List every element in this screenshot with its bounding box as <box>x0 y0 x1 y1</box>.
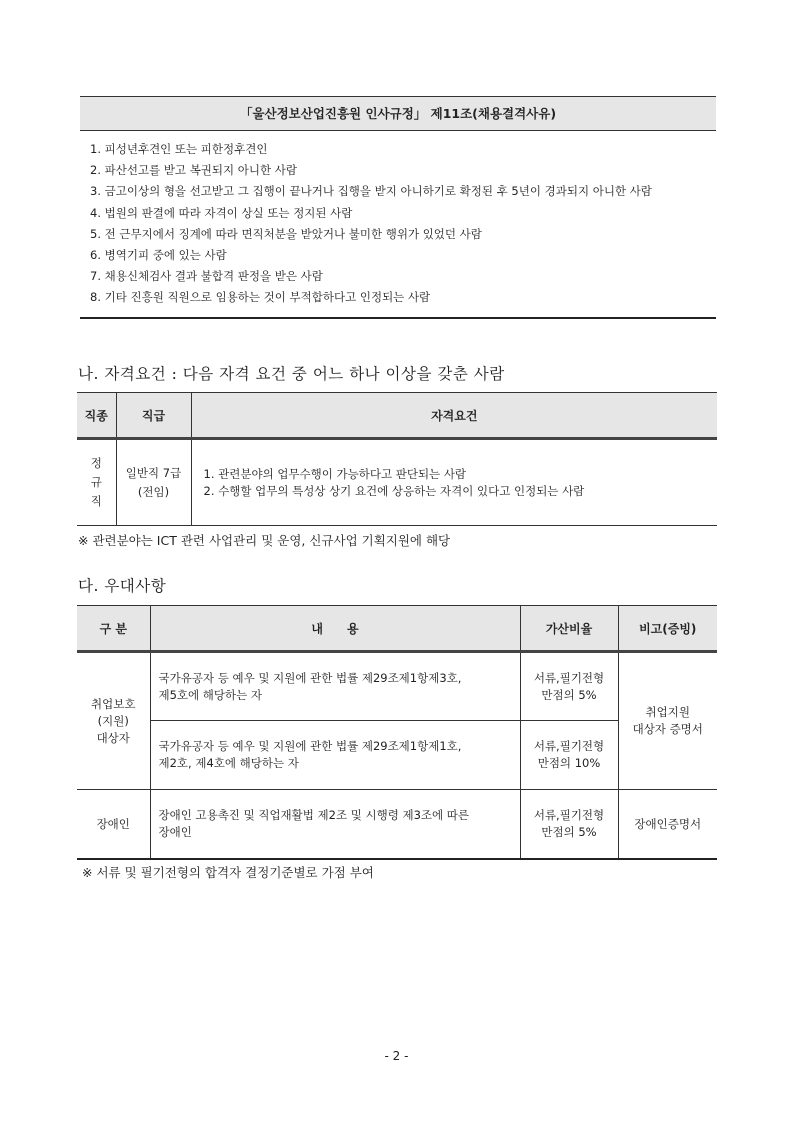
qualification-note: ※ 관련분야는 ICT 관련 사업관리 및 운영, 신규사업 기획지원에 해당 <box>78 533 451 548</box>
grade-line: (전임) <box>137 484 170 499</box>
header-proof: 비고(증빙) <box>618 606 717 652</box>
list-item: 4. 법원의 판결에 따라 자격이 상실 또는 정지된 사람 <box>90 205 353 220</box>
ratio-line: 만점의 5% <box>541 825 597 839</box>
ratio-line: 만점의 10% <box>537 756 601 770</box>
requirement-item: 2. 수행할 업무의 특성상 상기 요건에 상응하는 자격이 있다고 인정되는 사람 <box>203 483 585 498</box>
job-type-char: 정 <box>90 456 102 470</box>
ratio-line: 서류,필기전형 <box>533 739 605 753</box>
content-line: 장애인 <box>158 825 192 839</box>
grade-cell <box>116 439 191 526</box>
proof-line: 취업지원 <box>645 705 690 719</box>
ratio-line: 서류,필기전형 <box>533 670 605 685</box>
preference-table <box>77 605 717 860</box>
list-item: 5. 전 근무지에서 징계에 따라 면직처분을 받았거나 불미한 행위가 있었던 사람 <box>90 226 482 241</box>
table-row <box>77 439 717 526</box>
table-row <box>77 652 717 721</box>
preference-heading: 다. 우대사항 <box>78 577 167 595</box>
proof-line: 대상자 증명서 <box>632 722 703 736</box>
job-type-cell <box>77 439 116 526</box>
preference-note: ※ 서류 및 필기전형의 합격자 결정기준별로 가점 부여 <box>82 865 374 880</box>
list-item: 8. 기타 진흥원 직원으로 임용하는 것이 부적합하다고 인정되는 사람 <box>90 290 431 305</box>
category-line: 대상자 <box>96 730 130 745</box>
list-item: 2. 파산선고를 받고 복권되지 아니한 사람 <box>90 163 297 178</box>
regulation-title: 「울산정보산업진흥원 인사규정」 제11조(채용결격사유) <box>80 96 716 131</box>
header-requirements: 자격요건 <box>191 393 717 439</box>
qualification-table <box>77 392 717 526</box>
header-category: 구 분 <box>77 606 150 652</box>
table-header-row <box>77 606 717 652</box>
table-header-row <box>77 393 717 439</box>
list-item: 3. 금고이상의 형을 선고받고 그 집행이 끝나거나 집행을 받지 아니하기로 확정된 후 5년이 경과되지 아니한 사람 <box>90 184 652 199</box>
header-job-type: 직종 <box>77 393 116 439</box>
proof-cell: 장애인증명서 <box>618 790 717 860</box>
grade-line: 일반직 7급 <box>125 465 182 480</box>
list-item: 6. 병역기피 중에 있는 사람 <box>90 248 227 263</box>
content-cell <box>150 721 520 790</box>
list-item: 7. 채용신체검사 결과 불합격 판정을 받은 사람 <box>90 269 323 284</box>
job-type-char: 규 <box>90 475 102 489</box>
content-cell <box>150 652 520 721</box>
requirements-cell <box>191 439 717 526</box>
category-line: (지원) <box>97 713 129 728</box>
ratio-line: 만점의 5% <box>541 687 597 702</box>
category-cell: 장애인 <box>77 790 150 860</box>
category-cell <box>77 652 150 790</box>
content-line: 국가유공자 등 예우 및 지원에 관한 법률 제29조제1항제3호, <box>158 670 462 685</box>
ratio-line: 서류,필기전형 <box>533 808 605 822</box>
job-type-char: 직 <box>90 494 102 508</box>
header-ratio: 가산비율 <box>520 606 618 652</box>
content-line: 제5호에 해당하는 자 <box>158 687 262 702</box>
ratio-cell <box>520 790 618 860</box>
regulation-box <box>80 96 716 319</box>
ratio-cell <box>520 652 618 721</box>
content-line: 국가유공자 등 예우 및 지원에 관한 법률 제29조제1항제1호, <box>158 739 462 753</box>
proof-cell <box>618 652 717 790</box>
page-number: - 2 - <box>384 1049 409 1063</box>
content-line: 장애인 고용촉진 및 직업재활법 제2조 및 시행령 제3조에 따른 <box>158 808 469 822</box>
table-row <box>77 790 717 860</box>
content-cell <box>150 790 520 860</box>
requirement-item: 1. 관련분야의 업무수행이 가능하다고 판단되는 사람 <box>203 466 467 481</box>
list-item: 1. 피성년후견인 또는 피한정후견인 <box>90 142 268 156</box>
disqualification-list <box>80 131 716 319</box>
category-line: 취업보호 <box>91 696 136 711</box>
header-content: 내 용 <box>150 606 520 652</box>
ratio-cell <box>520 721 618 790</box>
header-grade: 직급 <box>116 393 191 439</box>
qualification-heading: 나. 자격요건 : 다음 자격 요건 중 어느 하나 이상을 갖춘 사람 <box>78 365 505 383</box>
content-line: 제2호, 제4호에 해당하는 자 <box>158 756 299 770</box>
